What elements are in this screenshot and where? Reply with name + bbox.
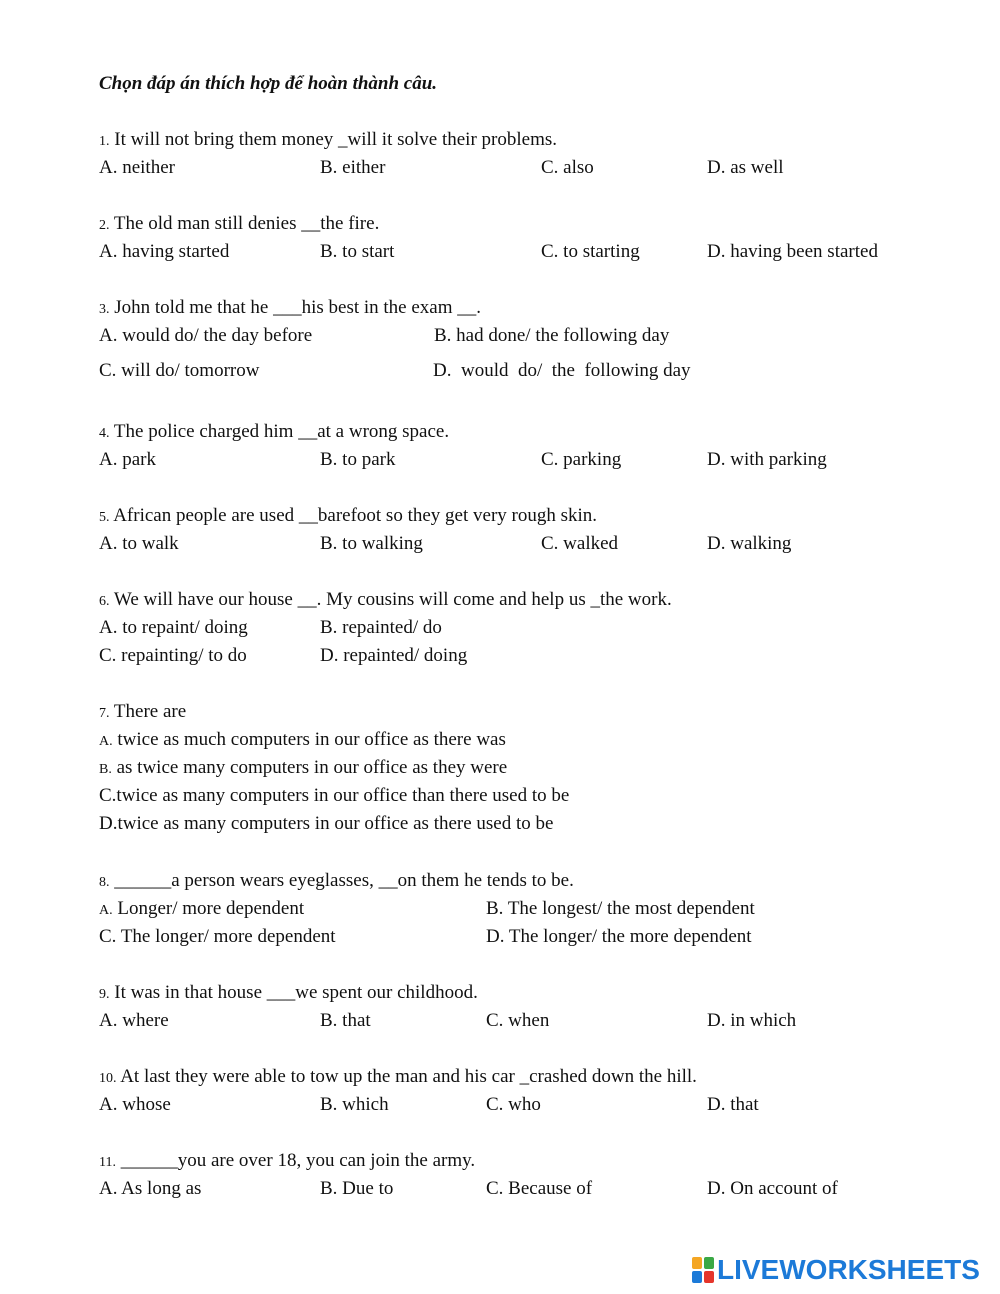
q2-option-d[interactable]: D. having been started [707,241,878,262]
question-8 [99,870,574,894]
option-letter: A. [99,903,113,918]
q4-option-c[interactable]: C. parking [541,449,622,470]
question-text: ______you are over 18, you can join the army. [115,1150,476,1171]
question-number: 1. [99,134,110,149]
q8-option-b[interactable]: B. The longest/ the most dependent [486,898,755,919]
q10-option-d[interactable]: D. that [707,1094,759,1115]
q1-option-c[interactable]: C. also [541,157,594,178]
q7-option-d[interactable]: D.twice as many computers in our office as there used to be [99,813,554,834]
question-number: 9. [99,987,110,1002]
question-number: 5. [99,510,110,525]
question-number: 6. [99,594,110,609]
question-7 [99,701,186,725]
q2-option-c[interactable]: C. to starting [541,241,640,262]
option-text: Longer/ more dependent [112,898,305,919]
question-1 [99,129,557,153]
question-11 [99,1150,475,1174]
q1-option-d[interactable]: D. as well [707,157,784,178]
q7-option-a[interactable] [99,729,506,753]
q5-option-d[interactable]: D. walking [707,533,792,554]
option-text: as twice many computers in our office as they were [111,757,508,778]
q6-option-a[interactable]: A. to repaint/ doing [99,617,248,638]
q9-option-a[interactable]: A. where [99,1010,169,1031]
option-letter: B. [99,762,112,777]
q10-option-c[interactable]: C. who [486,1094,541,1115]
logo-blocks-icon [692,1257,714,1283]
question-text: The old man still denies __the fire. [109,213,380,234]
q9-option-c[interactable]: C. when [486,1010,550,1031]
instruction-title: Chọn đáp án thích hợp để hoàn thành câu. [99,73,438,94]
q3-option-a[interactable]: A. would do/ the day before [99,325,313,346]
q9-option-d[interactable]: D. in which [707,1010,797,1031]
question-4 [99,421,449,445]
question-number: 10. [99,1071,117,1086]
q3-option-d[interactable]: D. would do/ the following day [433,360,691,381]
q8-option-a[interactable] [99,898,304,922]
q6-option-b[interactable]: B. repainted/ do [320,617,442,638]
q6-option-c[interactable]: C. repainting/ to do [99,645,247,666]
q3-option-b[interactable]: B. had done/ the following day [434,325,670,346]
question-text: African people are used __barefoot so they get very rough skin. [109,505,598,526]
question-5 [99,505,597,529]
q9-option-b[interactable]: B. that [320,1010,371,1031]
q2-option-a[interactable]: A. having started [99,241,230,262]
q11-option-d[interactable]: D. On account of [707,1178,838,1199]
q7-option-c[interactable]: C.twice as many computers in our office than there used to be [99,785,570,806]
q6-option-d[interactable]: D. repainted/ doing [320,645,468,666]
option-text: twice as much computers in our office as there was [112,729,506,750]
question-number: 4. [99,426,110,441]
q1-option-b[interactable]: B. either [320,157,386,178]
question-2 [99,213,379,237]
question-3 [99,297,481,321]
question-10 [99,1066,697,1090]
question-text: We will have our house __. My cousins will come and help us _the work. [109,589,672,610]
option-letter: A. [99,734,113,749]
question-text: ______a person wears eyeglasses, __on them he tends to be. [109,870,574,891]
question-number: 3. [99,302,110,317]
q11-option-c[interactable]: C. Because of [486,1178,593,1199]
q5-option-a[interactable]: A. to walk [99,533,179,554]
question-text: At last they were able to tow up the man and his car _crashed down the hill. [116,1066,697,1087]
q1-option-a[interactable]: A. neither [99,157,175,178]
q4-option-a[interactable]: A. park [99,449,156,470]
question-text: John told me that he ___his best in the exam __. [109,297,482,318]
liveworksheets-logo [692,1255,980,1285]
question-text: There are [109,701,187,722]
question-number: 2. [99,218,110,233]
question-number: 8. [99,875,110,890]
question-text: The police charged him __at a wrong space. [109,421,450,442]
q4-option-b[interactable]: B. to park [320,449,396,470]
question-number: 7. [99,706,110,721]
q5-option-c[interactable]: C. walked [541,533,619,554]
logo-text: LIVEWORKSHEETS [717,1254,980,1285]
q10-option-b[interactable]: B. which [320,1094,389,1115]
q10-option-a[interactable]: A. whose [99,1094,171,1115]
question-text: It was in that house ___we spent our childhood. [109,982,478,1003]
q8-option-c[interactable]: C. The longer/ more dependent [99,926,336,947]
question-text: It will not bring them money _will it solve their problems. [109,129,558,150]
q11-option-b[interactable]: B. Due to [320,1178,394,1199]
q5-option-b[interactable]: B. to walking [320,533,423,554]
q4-option-d[interactable]: D. with parking [707,449,827,470]
q7-option-b[interactable] [99,757,507,781]
q3-option-c[interactable]: C. will do/ tomorrow [99,360,260,381]
q11-option-a[interactable]: A. As long as [99,1178,202,1199]
question-9 [99,982,478,1006]
q8-option-d[interactable]: D. The longer/ the more dependent [486,926,752,947]
q2-option-b[interactable]: B. to start [320,241,395,262]
question-number: 11. [99,1155,116,1170]
question-6 [99,589,672,613]
